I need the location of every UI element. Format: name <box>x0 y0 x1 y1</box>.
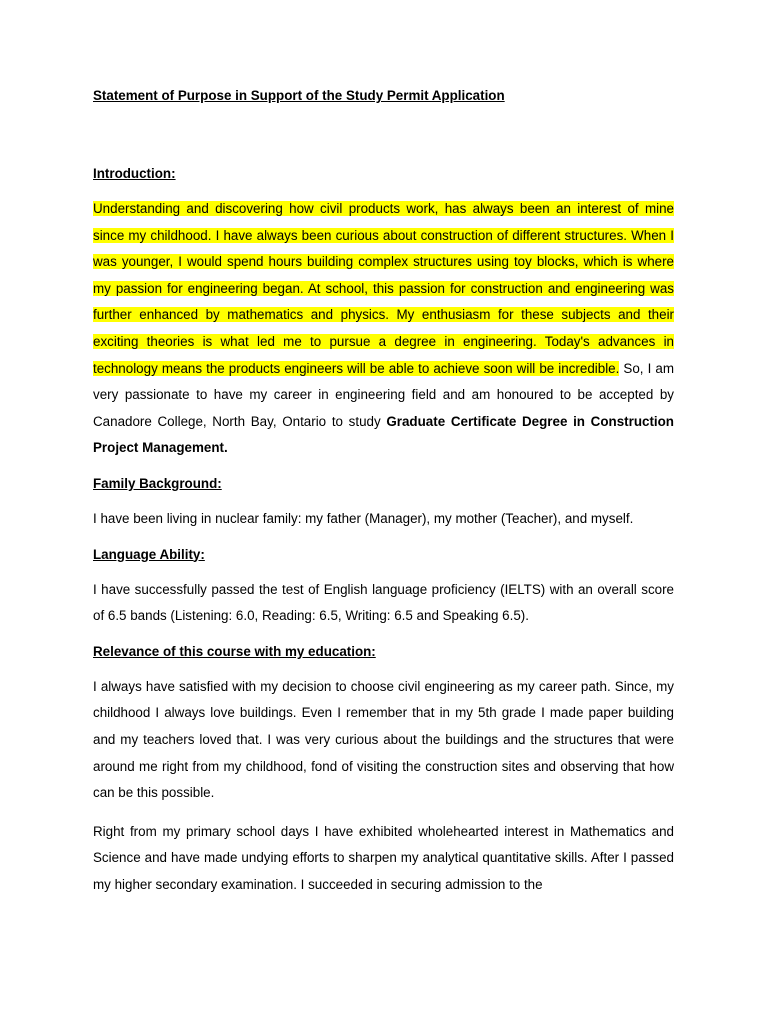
highlighted-text: Understanding and discovering how civil products work, has always been an interest of mine since my childhood. I have always been curious about construction of different structures. When I was younger, I would spend hours building complex structures using toy blocks, which is where my passion for engineering began. At school, this passion for construction and engineering was further enhanced by mathematics and physics. My enthusiasm for these subjects and their exciting theories is what led me to pursue a degree in engineering. Today's advances in technology means the products engineers will be able to achieve soon will be incredible. <box>93 201 674 376</box>
document-body <box>93 86 674 898</box>
program-name: Graduate Certificate Degree in Construction Project Management. <box>93 413 674 456</box>
family-paragraph: I have been living in nuclear family: my father (Manager), my mother (Teacher), and myself. <box>93 510 634 526</box>
language-paragraph: I have successfully passed the test of English language proficiency (IELTS) with an overall score of 6.5 bands (Listening: 6.0, Reading: 6.5, Writing: 6.5 and Speaking 6.5). <box>93 581 674 624</box>
section-heading-relevance: Relevance of this course with my education: <box>93 643 376 659</box>
section-heading-introduction: Introduction: <box>93 166 176 181</box>
introduction-paragraph <box>93 196 674 462</box>
document-title: Statement of Purpose in Support of the Study Permit Application <box>93 88 505 103</box>
introduction-plain-text: So, I am very passionate to have my career in engineering field and am honoured to be accepted by Canadore College, North Bay, Ontario to study <box>93 360 674 429</box>
relevance-paragraph-2: Right from my primary school days I have exhibited wholehearted interest in Mathematics and Science and have made undying efforts to sharpen my analytical quantitative skills. After I passed my higher secondary examination. I succeeded in securing admission to the <box>93 823 674 892</box>
relevance-paragraph-1: I always have satisfied with my decision to choose civil engineering as my career path. Since, my childhood I always love buildings. Even I remember that in my 5th grade I made paper building and my teachers loved that. I was very curious about the buildings and the structures that were around me right from my childhood, fond of visiting the construction sites and observing that how can be this possible. <box>93 678 674 801</box>
section-heading-language: Language Ability: <box>93 546 205 562</box>
section-heading-family: Family Background: <box>93 475 222 491</box>
